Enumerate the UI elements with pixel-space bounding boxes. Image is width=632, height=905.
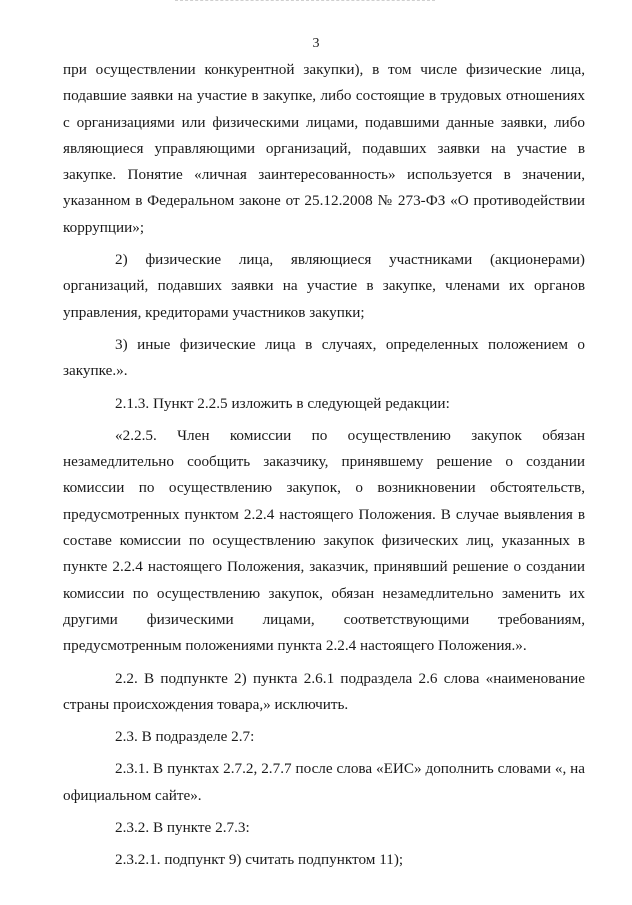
- document-body: [63, 57, 585, 874]
- paragraph-continuation: при осуществлении конкурентной закупки), в том числе физические лица, подавшие заявки на участие в закупке, либо состоящие в трудовых отношениях с организациями или физическими лицами, подавшими данные заявки, либо являющиеся управляющими организаций, подавших заявки на участие в закупке. Понятие «личная заинтересованность» используется в значении, указанном в Федеральном законе от 25.12.2008 № 273-ФЗ «О противодействии коррупции»;: [63, 61, 585, 236]
- paragraph-2-3-2-1: 2.3.2.1. подпункт 9) считать подпунктом 11);: [115, 851, 404, 869]
- paragraph-2-1-3: 2.1.3. Пункт 2.2.5 изложить в следующей редакции:: [115, 394, 450, 412]
- page-number: 3: [312, 36, 320, 51]
- paragraph-item-3: 3) иные физические лица в случаях, определенных положением о закупке.».: [63, 335, 585, 380]
- paragraph-2-3: 2.3. В подразделе 2.7:: [115, 728, 255, 746]
- paragraph-2-3-1: 2.3.1. В пунктах 2.7.2, 2.7.7 после слова «ЕИС» дополнить словами «, на официальном сайте».: [63, 760, 585, 804]
- paragraph-2-2: 2.2. В подпункте 2) пункта 2.6.1 подраздела 2.6 слова «наименование страны происхождения товара,» исключить.: [63, 669, 585, 713]
- paragraph-2-3-2: 2.3.2. В пункте 2.7.3:: [115, 819, 250, 837]
- paragraph-2-2-5-quote: «2.2.5. Член комиссии по осуществлению закупок обязан незамедлительно сообщить заказчику, принявшему решение о создании комиссии по осуществлению закупок, о возникновении обстоятельств, предусмотренных пунктом 2.2.4 настоящего Положения. В случае выявления в составе комиссии по осуществлению закупок физических лиц, указанных в пункте 2.2.4 настоящего Положения, заказчик, принявший решение о создании комиссии по осуществлению закупок, обязан незамедлительно заменить их другими физическими лицами, соответствующими требованиям, предусмотренным положениями пункта 2.2.4 настоящего Положения.».: [63, 426, 585, 655]
- scan-artifact-line: [175, 0, 435, 1]
- paragraph-item-2: 2) физические лица, являющиеся участниками (акционерами) организаций, подавших заявки на участие в закупке, членами их органов управления, кредиторами участников закупки;: [63, 251, 585, 321]
